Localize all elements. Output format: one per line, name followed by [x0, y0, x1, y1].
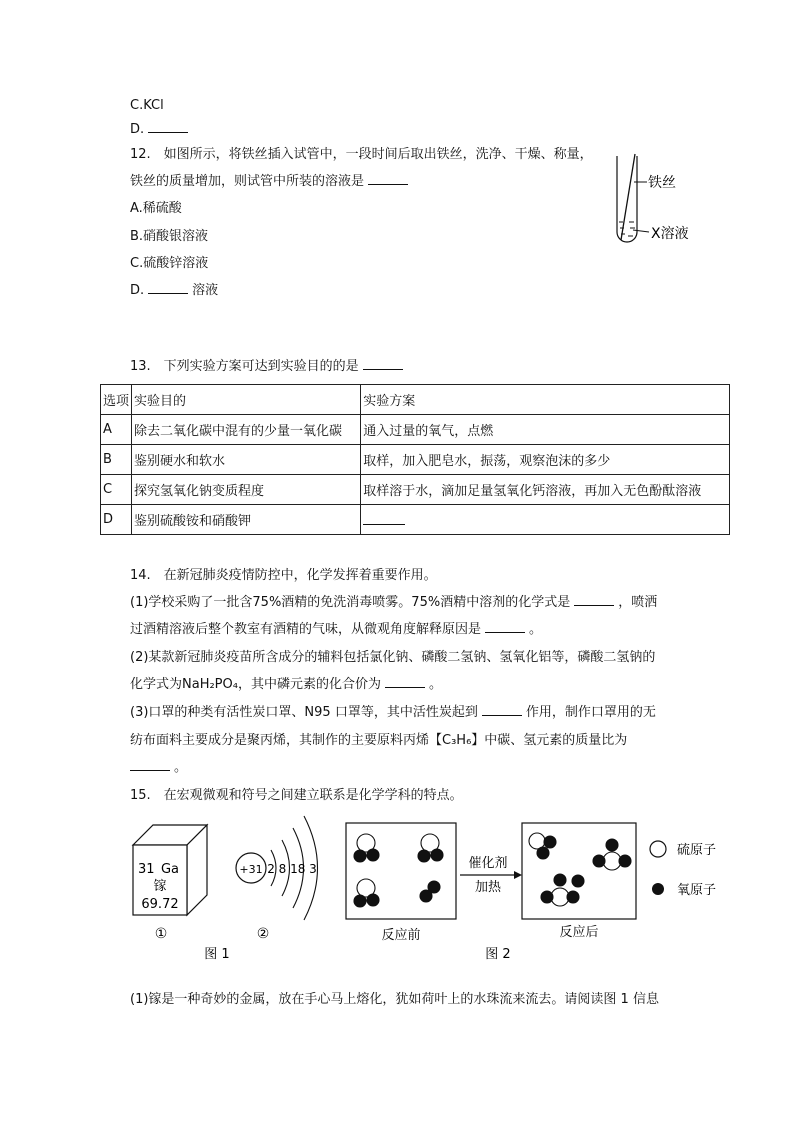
wire-label: 铁丝: [648, 175, 676, 191]
answer-blank: [385, 675, 425, 688]
q11-option-d: [130, 120, 192, 140]
header-option: 选项: [101, 385, 132, 415]
answer-blank: [363, 510, 405, 525]
table-row: [101, 445, 730, 475]
q12-stem-line2: [130, 172, 412, 192]
row-option: D: [101, 505, 132, 535]
answer-blank: [574, 593, 614, 606]
q12-option-d-prefix: D.: [130, 283, 145, 298]
solution-pointer-line: [633, 230, 649, 232]
experiment-table: [100, 384, 730, 535]
solution-label: X溶液: [651, 226, 689, 242]
q12-option-b: B.硝酸银溶液: [130, 229, 209, 244]
answer-blank: [148, 281, 188, 294]
before-label: 反应前: [381, 928, 421, 943]
arrow-heat: 加热: [474, 880, 502, 895]
table-row: [101, 415, 730, 445]
figure-1: [125, 810, 340, 960]
row-goal: 除去二氧化碳中混有的少量一氧化碳: [132, 415, 361, 445]
q14-p1-line1: [130, 593, 657, 613]
answer-blank: [130, 758, 170, 771]
q14-p2-line2: [130, 675, 442, 695]
q14-p2-line2-a: 化学式为NaH₂PO₄，其中磷元素的化合价为: [130, 677, 381, 692]
figure-2: [340, 815, 730, 960]
q12-option-a: A.稀硫酸: [130, 201, 182, 216]
fig1-label-2: ②: [256, 926, 270, 942]
q12-option-d: [130, 281, 218, 301]
q14-p1-line2-b: 。: [529, 622, 543, 637]
row-goal: 探究氢氧化钠变质程度: [132, 475, 361, 505]
element-number: 31: [138, 862, 155, 877]
q14-p3-line3: [130, 758, 187, 778]
test-tube-outline: [617, 156, 637, 242]
q14-p1-line1-b: ，喷洒: [618, 595, 658, 610]
header-plan: 实验方案: [361, 385, 730, 415]
atom-nucleus-charge: +31: [239, 863, 263, 876]
row-option: B: [101, 445, 132, 475]
q15-stem: 15. 在宏观微观和符号之间建立联系是化学学科的特点。: [130, 788, 463, 803]
fig2-caption: 图 2: [485, 947, 511, 960]
reaction-arrow-head: [514, 871, 522, 879]
legend-sulfur: 硫原子: [677, 843, 717, 858]
solution-dashes: [619, 222, 635, 236]
row-option: C: [101, 475, 132, 505]
oxygen-legend-icon: [652, 883, 664, 895]
q14-stem: 14. 在新冠肺炎疫情防控中，化学发挥着重要作用。: [130, 568, 437, 583]
answer-blank: [368, 172, 408, 185]
table-row: [101, 505, 730, 535]
element-symbol: Ga: [160, 862, 180, 877]
q12-stem-line2-text: 铁丝的质量增加，则试管中所装的溶液是: [130, 174, 365, 189]
row-plan: 通入过量的氧气，点燃: [361, 415, 730, 445]
row-goal: 鉴别硬水和软水: [132, 445, 361, 475]
q13-stem-text: 13. 下列实验方案可达到实验目的的是: [130, 359, 359, 374]
answer-blank: [482, 703, 522, 716]
table-header-row: [101, 385, 730, 415]
answer-blank: [363, 357, 403, 370]
element-mass: 69.72: [141, 897, 179, 912]
q11-option-c: C.KCl: [130, 98, 164, 113]
arrow-catalyst: 催化剂: [468, 856, 508, 871]
table-row: [101, 475, 730, 505]
q14-p2-line2-b: 。: [428, 677, 442, 692]
row-plan: [361, 505, 730, 535]
iron-wire: [621, 154, 635, 240]
q14-p3-line1-a: (3)口罩的种类有活性炭口罩、N95 口罩等，其中活性炭起到: [130, 705, 478, 720]
q14-p1-line2: [130, 620, 542, 640]
q14-p3-line1-b: 作用，制作口罩用的无: [525, 705, 656, 720]
after-label: 反应后: [559, 925, 599, 940]
q12-option-c: C.硫酸锌溶液: [130, 256, 209, 271]
element-name: 镓: [153, 879, 167, 894]
fig1-caption: 图 1: [204, 947, 230, 960]
q14-p3-line1: [130, 703, 656, 723]
q11-option-d-prefix: D.: [130, 122, 145, 137]
answer-blank: [148, 120, 188, 133]
q12-option-d-suffix: 溶液: [192, 283, 219, 298]
atom-shell-electrons: 2 8 18 3: [267, 862, 317, 876]
legend-oxygen: 氧原子: [677, 883, 717, 898]
row-plan: 取样，加入肥皂水，振荡，观察泡沫的多少: [361, 445, 730, 475]
q14-p3-line3-b: 。: [174, 760, 188, 775]
q14-p3-line2: 纺布面料主要成分是聚丙烯，其制作的主要原料丙烯【C₃H₆】中碳、氢元素的质量比为: [130, 733, 628, 748]
answer-blank: [485, 620, 525, 633]
row-plan: 取样溶于水，滴加足量氢氧化钙溶液，再加入无色酚酞溶液: [361, 475, 730, 505]
fig1-label-1: ①: [154, 926, 168, 942]
header-goal: 实验目的: [132, 385, 361, 415]
row-option: A: [101, 415, 132, 445]
q12-stem-line1: 12. 如图所示，将铁丝插入试管中，一段时间后取出铁丝，洗净、干燥、称量，: [130, 147, 593, 162]
q13-stem: [130, 357, 407, 377]
q15-p1-line: (1)镓是一种奇妙的金属，放在手心马上熔化，犹如荷叶上的水珠流来流去。请阅读图 1 信息: [130, 992, 659, 1007]
q14-p1-line1-a: (1)学校采购了一批含75%酒精的免洗消毒喷雾。75%酒精中溶剂的化学式是: [130, 595, 571, 610]
test-tube-figure: [605, 150, 715, 250]
row-goal: 鉴别硫酸铵和硝酸钾: [132, 505, 361, 535]
sulfur-legend-icon: [650, 841, 666, 857]
q14-p1-line2-a: 过酒精溶液后整个教室有酒精的气味，从微观角度解释原因是: [130, 622, 482, 637]
q14-p2-line1: (2)某款新冠肺炎疫苗所含成分的辅料包括氯化钠、磷酸二氢钠、氢氧化铝等，磷酸二氢钠的: [130, 650, 656, 665]
